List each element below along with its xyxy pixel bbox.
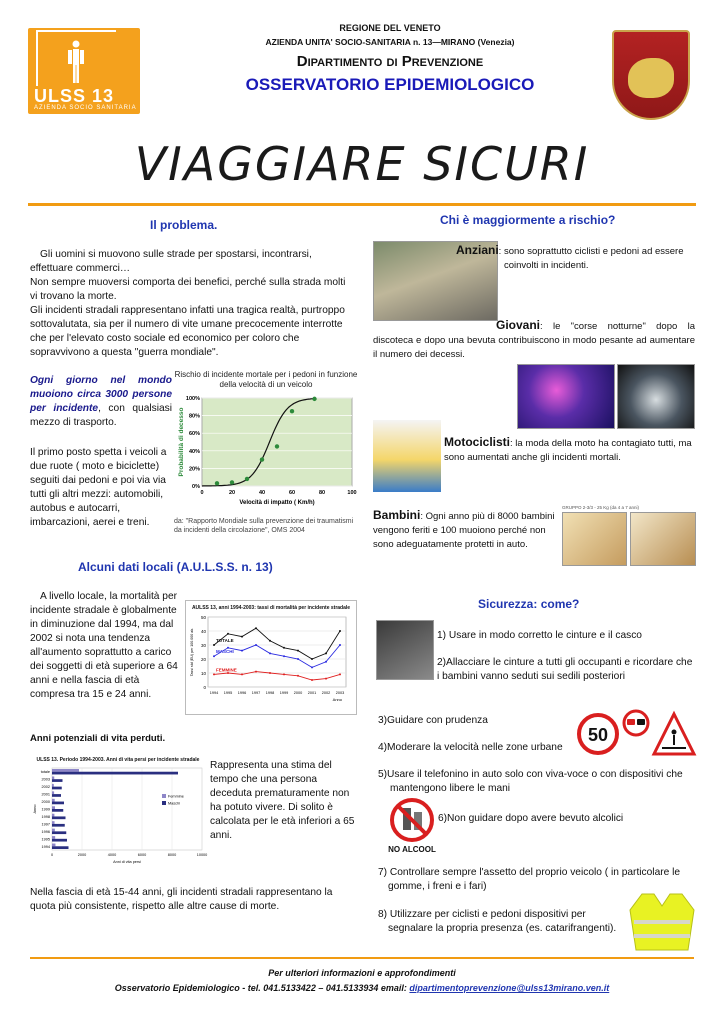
years-lost-y-tick: 1999 <box>41 807 50 812</box>
lion-emblem-icon <box>628 58 674 98</box>
footer-info: Per ulteriori informazioni e approfondimenti <box>268 968 456 978</box>
risk-y-tick: 100% <box>185 396 200 402</box>
local-data-paragraph: A livello locale, la mortalità per incidente stradale è globalmente in diminuzione dal 1994, ma dal 2002 si nota una tendenza all'aumento soprattutto a carico dei soggetti di età superiore a 64 anni e nella fascia di età compresa tra 15 e 24 anni. <box>30 591 178 700</box>
safety-item-5: 5)Usare il telefonino in auto solo con viva-voce o con dispositivi che mantengono libere le mani <box>378 769 683 794</box>
mortality-point <box>241 636 243 638</box>
years-lost-bar <box>52 844 55 847</box>
years-lost-legend-swatch <box>162 794 166 798</box>
mortality-y-tick: 40 <box>200 629 206 634</box>
mortality-point <box>339 644 341 646</box>
risk-heading: Chi è maggiormente a rischio? <box>440 213 616 227</box>
years-lost-bar <box>52 769 79 772</box>
mortality-chart-svg <box>186 611 356 711</box>
mortality-point <box>255 627 257 629</box>
motorcyclist-illustration <box>373 420 441 492</box>
mortality-y-axis-label: Tassi std (EU) per 100.000 ab. <box>190 627 194 677</box>
safety-item-4: 4)Moderare la velocità nelle zone urbane <box>378 742 563 753</box>
mortality-point <box>227 633 229 635</box>
reflective-vest-icon <box>628 890 696 954</box>
moto-label: Motociclisti <box>444 435 511 449</box>
years-lost-y-tick: 1997 <box>41 822 50 827</box>
years-lost-bar <box>52 836 55 839</box>
years-lost-x-tick: 0 <box>50 853 54 857</box>
potential-years-heading: Anni potenziali di vita perduti. <box>30 733 166 744</box>
years-lost-bar <box>52 772 178 775</box>
risk-x-tick: 100 <box>347 490 357 496</box>
mortality-x-tick: 1995 <box>223 691 233 695</box>
safety-item-6: 6)Non guidare dopo avere bevuto alcolici <box>438 813 624 824</box>
vehicles-paragraph: Il primo posto spetta i veicoli a due ruote ( moto e biciclette) seguiti dai pedoni e poi via via tutti gli altri mezzi: automobili, autobus e autocarri, imbarcazioni, aerei e treni. <box>30 447 167 528</box>
mortality-series-label: FEMMINE <box>216 667 237 673</box>
safety-item-1: 1) Usare in modo corretto le cinture e il casco <box>437 630 642 641</box>
no-overtaking-sign-icon <box>624 711 648 735</box>
risk-data-point <box>260 457 264 461</box>
footer-contacts <box>30 983 694 993</box>
pedestrian-crossing-sign-icon <box>654 714 694 754</box>
risk-y-tick: 60% <box>188 431 200 438</box>
years-lost-bar <box>52 791 54 794</box>
risk-plot-area <box>202 398 352 486</box>
mortality-point <box>325 661 327 663</box>
risk-x-tick: 80 <box>318 490 326 496</box>
years-lost-y-tick: 2001 <box>41 792 50 797</box>
department-name: Dipartimento di Prevenzione <box>296 53 484 70</box>
daily-deaths-tail: , con qualsiasi mezzo di trasporto. <box>30 403 173 428</box>
mortality-x-tick: 1996 <box>237 691 247 695</box>
risk-y-tick: 80% <box>188 413 200 420</box>
risk-x-tick: 60 <box>288 490 296 496</box>
years-lost-bar <box>52 776 54 779</box>
kids-text <box>373 508 555 552</box>
mortality-x-tick: 1998 <box>265 691 275 695</box>
mortality-point <box>269 672 271 674</box>
mortality-x-axis-label: Anno <box>332 697 342 702</box>
elderly-desc: : sono soprattutto ciclisti e pedoni ad essere coinvolti in incidenti. <box>498 246 684 271</box>
years-lost-y-axis-label: Anno <box>33 804 37 814</box>
logo-text: ULSS 13 <box>34 86 115 106</box>
child-seat-photo-1 <box>562 512 627 566</box>
speed-limit-value: 50 <box>587 725 609 745</box>
mortality-y-tick: 10 <box>200 671 206 676</box>
risk-data-point <box>275 444 279 448</box>
mortality-point <box>297 658 299 660</box>
risk-x-tick: 20 <box>228 490 236 496</box>
child-seat-photo-2 <box>630 512 696 566</box>
mortality-y-tick: 50 <box>200 615 206 620</box>
years-lost-y-tick: 2002 <box>41 785 50 790</box>
problem-paragraph-2: Non sempre muoversi comporta dei benefici, perché sulla strada molti vi trovano la morte. <box>30 277 346 302</box>
elderly-label: Anziani <box>456 243 499 257</box>
years-lost-x-tick: 10000 <box>196 853 208 857</box>
safety-heading: Sicurezza: come? <box>478 597 580 611</box>
mortality-point <box>283 673 285 675</box>
kids-label: Bambini <box>373 508 421 522</box>
years-lost-x-tick: 6000 <box>137 853 147 857</box>
disco-photo <box>517 364 615 429</box>
risk-y-tick: 0% <box>192 484 200 490</box>
speedometer-photo <box>617 364 695 429</box>
mortality-point <box>311 666 313 668</box>
risk-chart-source: da: "Rapporto Mondiale sulla prevenzione dei traumatismi da incidenti della circolazione", OMS 2004 <box>174 518 354 534</box>
years-lost-y-tick: totale <box>40 770 50 775</box>
mortality-x-tick: 1994 <box>209 691 219 695</box>
mortality-point <box>241 673 243 675</box>
years-lost-bar <box>52 846 69 849</box>
young-text <box>373 318 695 362</box>
years-lost-y-tick: 1998 <box>41 814 50 819</box>
mortality-point <box>311 658 313 660</box>
years-lost-plot-area <box>52 768 202 850</box>
no-alcohol-sign-icon <box>386 798 442 856</box>
mortality-point <box>241 650 243 652</box>
risk-data-point <box>290 409 294 413</box>
safety-item-2: 2)Allacciare le cinture a tutti gli occupanti e ricordare che i bambini vanno seduti sui sedili posteriori <box>437 657 693 682</box>
years-lost-chart <box>30 757 206 877</box>
years-lost-y-tick: 1996 <box>41 829 50 834</box>
years-lost-x-tick: 8000 <box>167 853 177 857</box>
elderly-text <box>456 243 696 273</box>
years-lost-bar <box>52 779 63 782</box>
years-lost-x-axis-label: Anni di vita persi <box>113 860 141 864</box>
human-figure-icon <box>66 40 86 84</box>
young-desc: : le "corse notturne" dopo la discoteca e dopo una bevuta contribuiscono in modo pesante ad aumentare il numero dei decessi. <box>373 321 695 360</box>
years-lost-bar <box>52 787 62 790</box>
mortality-point <box>283 655 285 657</box>
moto-desc: : la moda della moto ha contagiato tutti, ma sono aumentati anche gli incidenti mortali. <box>444 438 692 463</box>
agency-name: AZIENDA UNITA' SOCIO-SANITARIA n. 13—MIRANO (Venezia) <box>265 37 515 47</box>
mortality-x-tick: 2000 <box>293 691 303 695</box>
mortality-y-tick: 20 <box>200 657 206 662</box>
no-alcohol-label: NO ALCOOL <box>388 845 436 854</box>
mortality-point <box>297 650 299 652</box>
years-lost-bar <box>52 799 55 802</box>
years-lost-y-tick: 2003 <box>41 777 50 782</box>
years-lost-bar <box>52 831 66 834</box>
years-lost-y-tick: 1994 <box>41 844 50 849</box>
risk-x-tick: 0 <box>200 490 204 496</box>
risk-y-axis-label: Probabilità di decesso <box>178 407 185 477</box>
child-seat-caption: GRUPPO 2-3/3 - 25 Kg (da 4 a 7 anni) <box>562 505 640 510</box>
problem-heading: Il problema. <box>150 218 218 232</box>
risk-data-point <box>245 477 249 481</box>
mortality-point <box>311 679 313 681</box>
mortality-point <box>325 678 327 680</box>
young-label: Giovani <box>496 318 541 332</box>
years-lost-bar <box>52 814 54 817</box>
years-lost-legend-label: Maschi <box>168 801 181 806</box>
years-lost-bar <box>52 839 67 842</box>
mortality-series-label: TOTALE <box>216 638 234 643</box>
title-divider <box>28 203 696 206</box>
risk-x-axis-label: Velocità di impatto ( Km/h) <box>239 500 315 506</box>
risk-chart-title: Rischio di incidente mortale per i pedoni in funzione della velocità di un veicolo <box>174 370 358 389</box>
years-lost-bar <box>52 821 55 824</box>
mortality-point <box>255 671 257 673</box>
potential-years-paragraph: Rappresenta una stima del tempo che una persona deceduta prematuramente non ha potuto vivere. Di solito è calcolata per le età inferiori a 65 anni. <box>210 760 355 841</box>
risk-data-point <box>312 397 316 401</box>
mortality-point <box>269 640 271 642</box>
mortality-point <box>213 644 215 646</box>
years-lost-bar <box>52 794 61 797</box>
page-title: VIAGGIARE SICURI <box>134 137 590 191</box>
region-name: REGIONE DEL VENETO <box>339 23 441 33</box>
safety-item-8: 8) Utilizzare per ciclisti e pedoni dispositivi per segnalare la propria presenza (es. catarifrangenti). <box>378 909 617 934</box>
mortality-x-tick: 1999 <box>279 691 289 695</box>
years-lost-legend-swatch <box>162 801 166 805</box>
kids-desc: : Ogni anno più di 8000 bambini vengono feriti e 100 muoiono perché non sono adeguatamente protetti in auto. <box>373 511 555 550</box>
years-lost-y-tick: 2000 <box>41 800 50 805</box>
mortality-point <box>255 644 257 646</box>
footer-phone: Osservatorio Epidemiologico - tel. 041.5133422 – 041.5133934 email: <box>114 983 407 993</box>
mortality-y-tick: 0 <box>203 685 206 690</box>
years-lost-bar <box>52 816 66 819</box>
mortality-point <box>269 652 271 654</box>
mortality-x-tick: 2001 <box>307 691 317 695</box>
mortality-chart <box>185 600 357 715</box>
mortality-point <box>339 673 341 675</box>
mortality-x-tick: 1997 <box>251 691 261 695</box>
logo-subtitle: AZIENDA SOCIO SANITARIA <box>34 105 137 111</box>
mortality-point <box>283 647 285 649</box>
years-lost-chart-svg <box>30 764 206 870</box>
road-signs <box>578 710 698 758</box>
mortality-point <box>339 630 341 632</box>
daily-deaths-bold: Ogni giorno nel mondo muoiono circa 3000 persone per incidente <box>30 375 172 414</box>
mortality-point <box>325 652 327 654</box>
years-lost-legend-label: Femmine <box>168 794 184 799</box>
risk-data-point <box>230 480 234 484</box>
years-lost-bar <box>52 824 65 827</box>
years-lost-bar <box>52 809 63 812</box>
years-lost-bar <box>52 802 64 805</box>
risk-chart <box>174 370 358 535</box>
years-lost-bar <box>52 806 55 809</box>
age-band-paragraph: Nella fascia di età 15-44 anni, gli incidenti stradali rappresentano la quota più consistente, rispetto alle altre cause di morte. <box>30 887 333 912</box>
risk-y-tick: 20% <box>188 466 200 473</box>
daily-deaths-paragraph <box>30 374 172 430</box>
mortality-point <box>213 673 215 675</box>
risk-chart-svg <box>174 392 358 512</box>
problem-paragraph-3: Gli incidenti stradali rappresentano infatti una tragica realtà, purtroppo sottovalutata, sia per il numero di vite umane precocemente interrotte che per l'elevato costo sociale ed economico per coloro che sopravvivono a questa "guerra mondiale". <box>30 305 345 358</box>
risk-x-tick: 40 <box>258 490 266 496</box>
risk-y-tick: 40% <box>188 448 200 455</box>
speed-limit-sign-icon <box>579 715 617 753</box>
years-lost-y-tick: 1995 <box>41 837 50 842</box>
moto-text <box>444 435 694 465</box>
mortality-point <box>213 655 215 657</box>
mortality-point <box>297 675 299 677</box>
mortality-series-label: MASCHI <box>216 649 234 655</box>
safety-item-3: 3)Guidare con prudenza <box>378 715 488 726</box>
mortality-x-tick: 2003 <box>335 691 345 695</box>
years-lost-bar <box>52 829 55 832</box>
seatbelt-photo <box>376 620 434 680</box>
footer-email-link[interactable]: dipartimentoprevenzione@ulss13mirano.ven.it <box>409 983 610 993</box>
local-data-heading: Alcuni dati locali (A.U.L.S.S. n. 13) <box>78 560 273 574</box>
mortality-chart-title: AULSS 13, anni 1994-2003: tassi di mortalità per incidente stradale <box>191 605 351 611</box>
mortality-y-tick: 30 <box>200 643 206 648</box>
years-lost-x-tick: 4000 <box>107 853 117 857</box>
years-lost-chart-title: ULSS 13. Periodo 1994-2003. Anni di vita persi per incidente stradale <box>36 757 200 763</box>
mortality-x-tick: 2002 <box>321 691 331 695</box>
footer-divider <box>30 957 694 959</box>
safety-item-7: 7) Controllare sempre l'assetto del proprio veicolo ( in particolare le gomme, i freni e i fari) <box>378 867 681 892</box>
years-lost-x-tick: 2000 <box>77 853 87 857</box>
years-lost-bar <box>52 784 54 787</box>
problem-paragraph-1: Gli uomini si muovono sulle strade per spostarsi, incontrarsi, effettuare commerci… <box>30 249 312 274</box>
risk-data-point <box>215 481 219 485</box>
observatory-name: OSSERVATORIO EPIDEMIOLOGICO <box>245 75 535 94</box>
